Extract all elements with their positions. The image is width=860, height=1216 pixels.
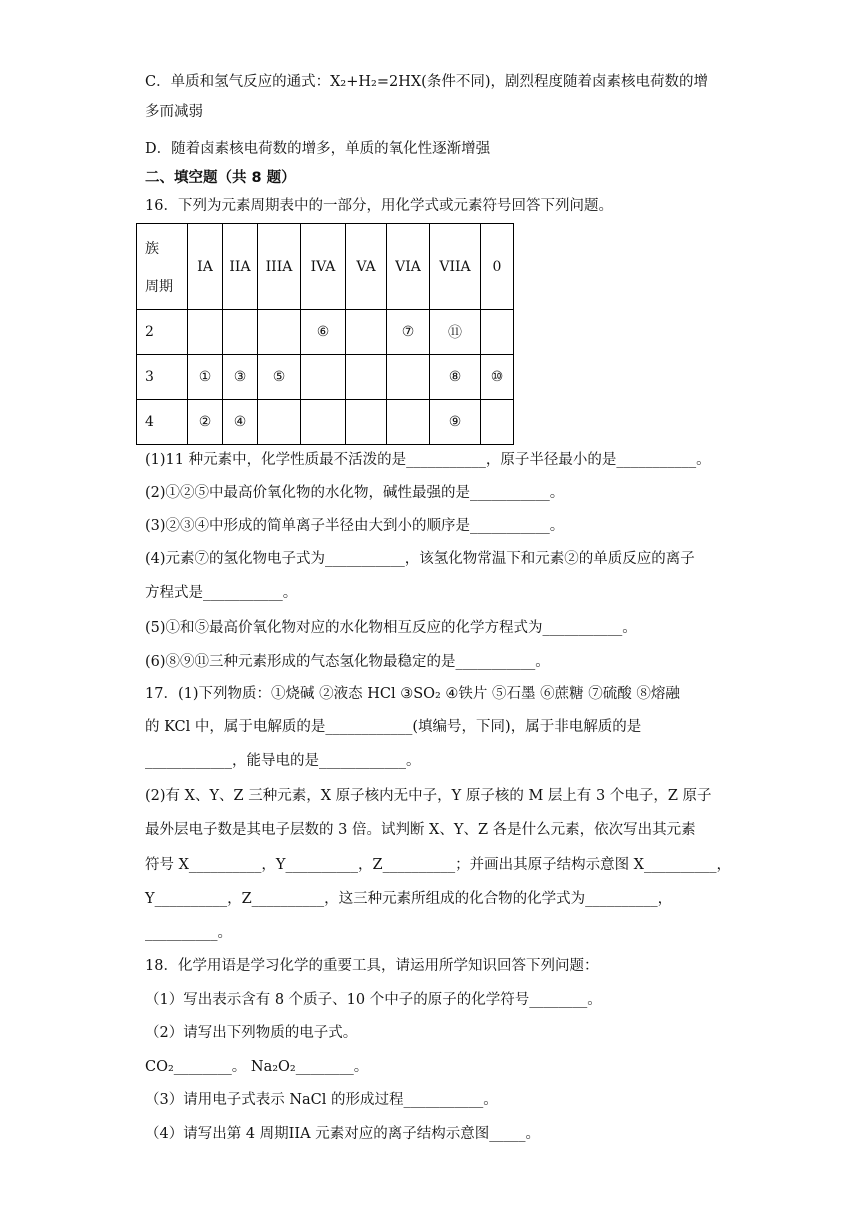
- table-row: [137, 310, 514, 355]
- q16-part4-line1: (4)元素⑦的氢化物电子式为___________，该氢化物常温下和元素②的单质反应的离子: [145, 551, 695, 567]
- option-d: D．随着卤素核电荷数的增多，单质的氧化性逐渐增强: [145, 141, 491, 157]
- option-c-line2: 多而减弱: [145, 104, 203, 120]
- group-header: 0: [481, 224, 514, 310]
- element-cell: [301, 355, 346, 400]
- group-header: IIA: [223, 224, 258, 310]
- group-header: VIIA: [430, 224, 481, 310]
- element-cell: [481, 400, 514, 445]
- element-cell: [387, 355, 430, 400]
- element-cell: ⑧: [430, 355, 481, 400]
- element-cell: [346, 355, 387, 400]
- element-cell: ②: [188, 400, 223, 445]
- group-header: IVA: [301, 224, 346, 310]
- section-heading: 二、填空题（共 8 题）: [145, 170, 296, 186]
- element-cell: [481, 310, 514, 355]
- q18-part1: （1）写出表示含有 8 个质子、10 个中子的原子的化学符号________。: [145, 992, 602, 1008]
- table-row: [137, 400, 514, 445]
- q18-stem: 18．化学用语是学习化学的重要工具，请运用所学知识回答下列问题：: [145, 958, 599, 974]
- element-cell: [346, 310, 387, 355]
- q17-part1-line2: 的 KCl 中，属于电解质的是____________(填编号，下同)，属于非电解质的是: [145, 719, 642, 735]
- element-cell: ①: [188, 355, 223, 400]
- q16-part6: (6)⑧⑨⑪三种元素形成的气态氢化物最稳定的是___________。: [145, 654, 550, 670]
- q18-part4: （4）请写出第 4 周期IIA 元素对应的离子结构示意图_____。: [145, 1126, 540, 1142]
- q16-part5: (5)①和⑤最高价氧化物对应的水化物相互反应的化学方程式为___________。: [145, 620, 637, 636]
- q16-part2: (2)①②⑤中最高价氧化物的水化物，碱性最强的是___________。: [145, 485, 565, 501]
- group-label: 族: [145, 240, 159, 257]
- q17-part2-line4: Y__________，Z__________，这三种元素所组成的化合物的化学式为__________，: [145, 891, 673, 907]
- element-cell: [387, 400, 430, 445]
- element-cell: ⑤: [258, 355, 301, 400]
- q17-part2-line2: 最外层电子数是其电子层数的 3 倍。试判断 X、Y、Z 各是什么元素，依次写出其元素: [145, 822, 696, 838]
- element-cell: [258, 400, 301, 445]
- element-cell: ⑪: [430, 310, 481, 355]
- element-cell: ⑦: [387, 310, 430, 355]
- element-cell: ③: [223, 355, 258, 400]
- element-cell: ⑩: [481, 355, 514, 400]
- period-cell: 2: [137, 310, 188, 355]
- q17-part2-line1: (2)有 X、Y、Z 三种元素，X 原子核内无中子，Y 原子核的 M 层上有 3 个电子，Z 原子: [145, 788, 712, 804]
- table-corner-header: [137, 224, 188, 310]
- group-header: IIIA: [258, 224, 301, 310]
- period-label: 周期: [145, 278, 173, 295]
- element-cell: ⑥: [301, 310, 346, 355]
- q16-part4-line2: 方程式是___________。: [145, 585, 298, 601]
- q17-part1-line1: 17．(1)下列物质：①烧碱 ②液态 HCl ③SO₂ ④铁片 ⑤石墨 ⑥蔗糖 ⑦硫酸 ⑧熔融: [145, 686, 680, 702]
- group-header: VIA: [387, 224, 430, 310]
- table-row: [137, 355, 514, 400]
- element-cell: ⑨: [430, 400, 481, 445]
- periodic-table-fragment: [136, 223, 514, 445]
- element-cell: [301, 400, 346, 445]
- period-cell: 3: [137, 355, 188, 400]
- element-cell: ④: [223, 400, 258, 445]
- question-16-stem: 16．下列为元素周期表中的一部分，用化学式或元素符号回答下列问题。: [145, 198, 613, 214]
- element-cell: [258, 310, 301, 355]
- element-cell: [188, 310, 223, 355]
- q17-part2-line5: __________。: [145, 925, 232, 941]
- option-c-line1: C．单质和氢气反应的通式：X₂+H₂=2HX(条件不同)，剧烈程度随着卤素核电荷数的增: [145, 74, 708, 90]
- q17-part2-line3: 符号 X__________，Y__________，Z__________；并画出其原子结构示意图 X__________，: [145, 857, 732, 873]
- period-cell: 4: [137, 400, 188, 445]
- q16-part1: (1)11 种元素中，化学性质最不活泼的是___________，原子半径最小的是___________。: [145, 452, 711, 468]
- q16-part3: (3)②③④中形成的简单离子半径由大到小的顺序是___________。: [145, 518, 565, 534]
- group-header: IA: [188, 224, 223, 310]
- q18-part3: （3）请用电子式表示 NaCl 的形成过程___________。: [145, 1092, 498, 1108]
- element-cell: [346, 400, 387, 445]
- q17-part1-line3: ____________，能导电的是____________。: [145, 753, 421, 769]
- element-cell: [223, 310, 258, 355]
- group-header: VA: [346, 224, 387, 310]
- q18-part2-formulas: CO₂________。 Na₂O₂________。: [145, 1059, 369, 1075]
- q18-part2: （2）请写出下列物质的电子式。: [145, 1025, 358, 1041]
